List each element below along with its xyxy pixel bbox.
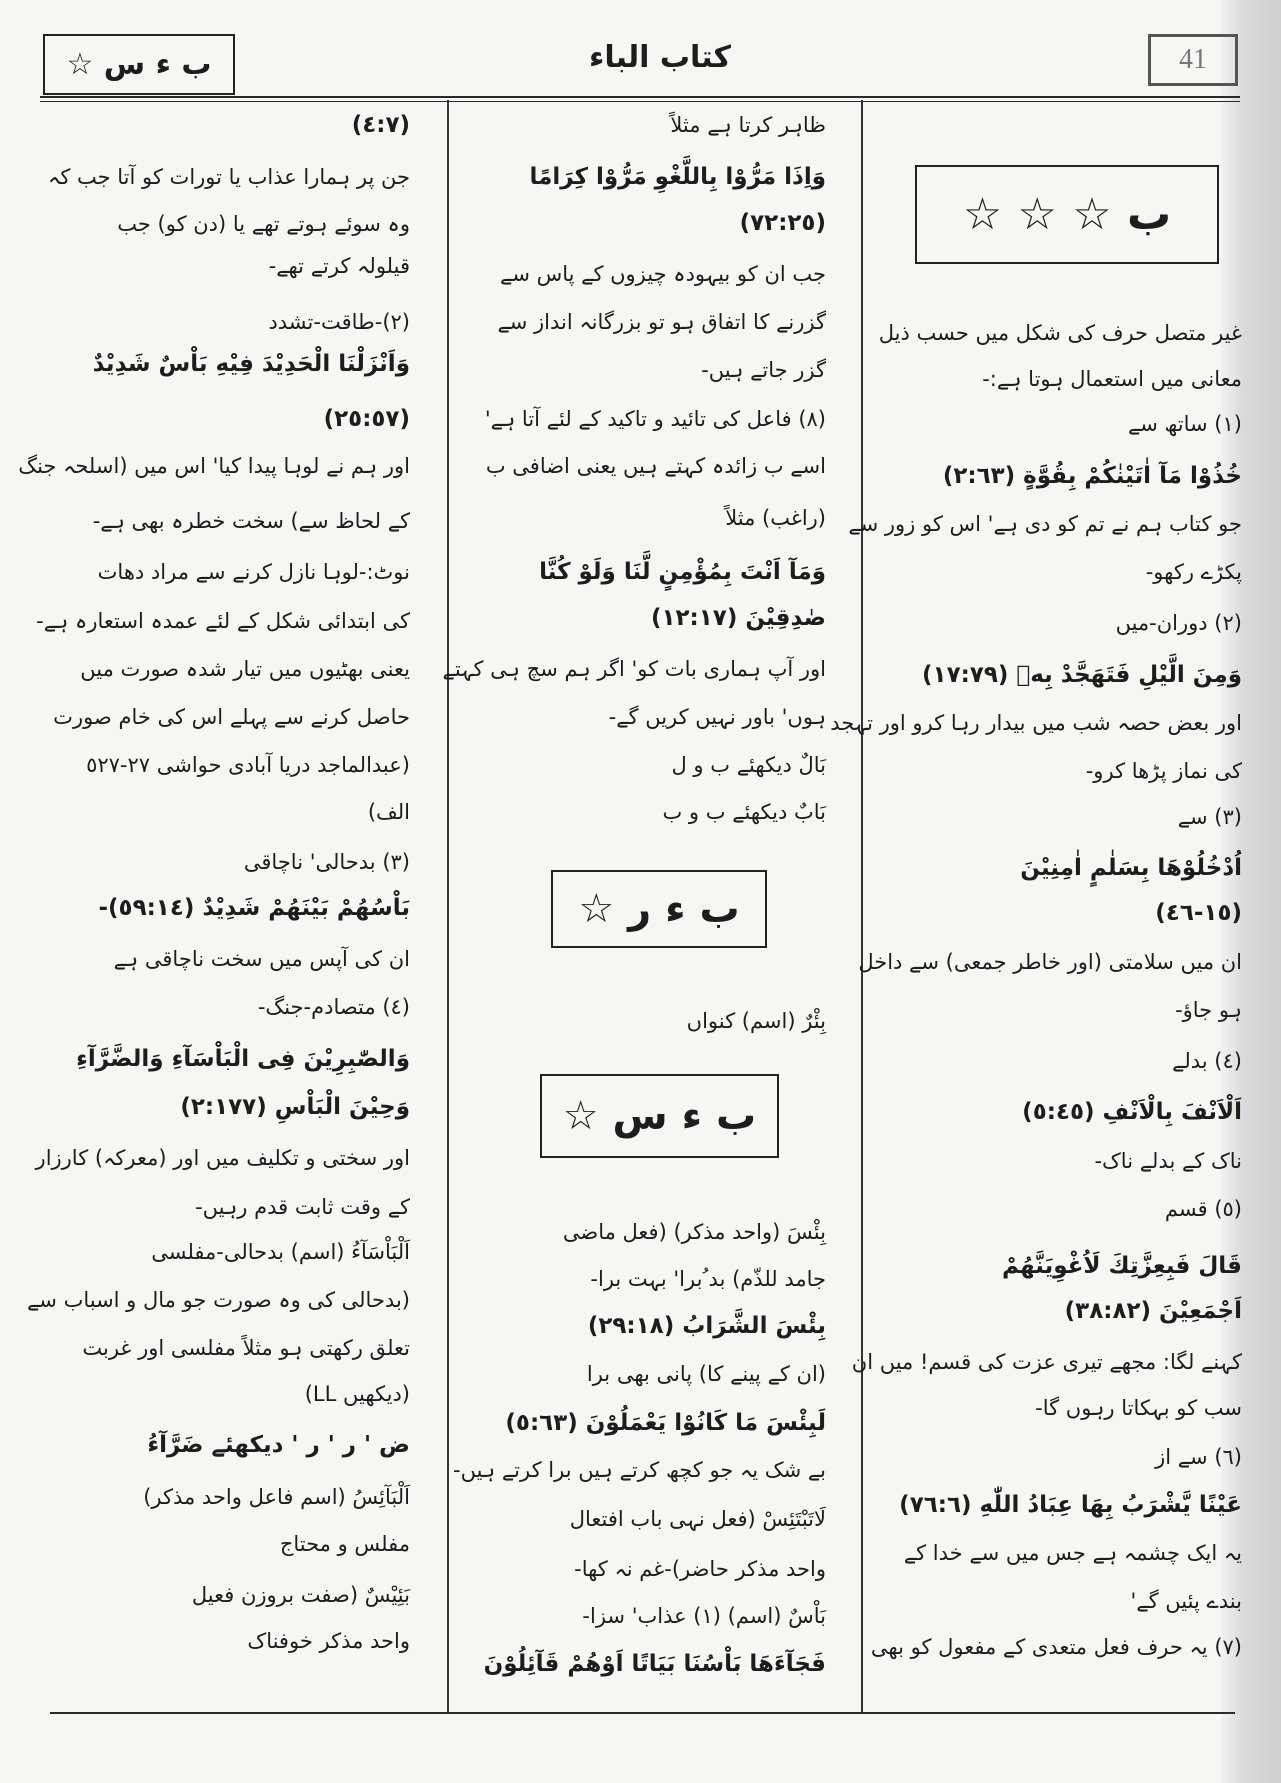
quran-verse-line: اُدْخُلُوْهَا بِسَلٰمٍ اٰمِنِيْنَ: [1020, 854, 1242, 881]
quran-verse-line: اَلْاَنْفَ بِالْاَنْفِ (٥:٤٥): [1022, 1099, 1242, 1126]
root-box-b-hamza-r: ب ء ر ☆: [551, 870, 767, 948]
text-line: پکڑے رکھو-: [1145, 560, 1242, 585]
text-line: بَئِيْسٌ (صفت بروزن فعیل: [191, 1583, 410, 1608]
quran-verse-line: (٢٥:٥٧): [323, 405, 410, 432]
quran-verse-line: فَجَآءَهَا بَاْسُنَا بَيَاتًا اَوْهُمْ قَآئِلُوْنَ: [483, 1650, 826, 1677]
text-line: تعلق رکھتی ہو مثلاً مفلسی اور غربت: [82, 1335, 410, 1360]
quran-verse-line: صٰدِقِيْنَ (١٢:١٧): [650, 604, 826, 631]
text-line: (٦) سے از: [1155, 1444, 1242, 1469]
quran-verse-line: (٧٢:٢٥): [739, 210, 826, 237]
quran-verse-line: لَبِئْسَ مَا كَانُوْا يَعْمَلُوْنَ (٥:٦٣): [505, 1409, 826, 1436]
quran-verse-line: وَحِيْنَ الْبَاْسِ (٢:١٧٧): [180, 1093, 410, 1120]
root-header-box: ب ء س ☆: [43, 34, 235, 95]
text-line: ہوں' باور نہیں کریں گے-: [608, 704, 826, 729]
text-line: بَاْسٌ (اسم) (١) عذاب' سزا-: [582, 1603, 826, 1628]
quran-verse-line: ض ' ر ' ر ' دیکھئے ضَرَّآءُ: [147, 1432, 410, 1459]
section-box-ba: ب ☆ ☆ ☆: [915, 165, 1219, 264]
text-line: جن پر ہمارا عذاب یا تورات کو آتا جب کہ: [48, 164, 410, 189]
text-line: بے شک یہ جو کچھ کرتے ہیں برا کرتے ہیں-: [453, 1458, 826, 1483]
quran-verse-line: خُذُوْا مَآ اٰتَيْنٰكُمْ بِقُوَّةٍ (٢:٦٣): [942, 462, 1242, 489]
text-line: اَلْبَاْسَآءُ (اسم) بدحالی-مفلسی: [151, 1240, 410, 1265]
text-line: یہ ایک چشمہ ہے جس میں سے خدا کے: [903, 1541, 1242, 1566]
root-box-b-hamza-s: ب ء س ☆: [540, 1074, 779, 1158]
text-line: لَاتَبْتَئِسْ (فعل نہی باب افتعال: [569, 1507, 826, 1532]
quran-verse-line: وَالصّٰبِرِيْنَ فِى الْبَاْسَآءِ وَالضَّرَّآءِ: [76, 1045, 410, 1072]
text-line: (عبدالماجد دریا آبادی حواشی ٢٧-٥٢٧: [86, 753, 410, 778]
text-line: اور سختی و تکلیف میں اور (معرکہ) کارزار: [35, 1145, 410, 1170]
quran-verse-line: وَمَآ اَنْتَ بِمُؤْمِنٍ لَّنَا وَلَوْ كُنَّا: [539, 559, 826, 586]
text-line: (٥) قسم: [1164, 1196, 1242, 1221]
quran-verse-line: وَاَنْزَلْنَا الْحَدِيْدَ فِيْهِ بَاْسٌ شَدِيْدٌ: [92, 351, 410, 378]
text-line: قیلولہ کرتے تھے-: [268, 254, 410, 279]
quran-verse-line: اَجْمَعِيْنَ (٣٨:٨٢): [1064, 1298, 1242, 1325]
text-line: اور آپ ہماری بات کو' اگر ہم سچ ہی کہتے: [442, 656, 826, 681]
text-line: الف): [367, 800, 410, 825]
text-line: بِئْرٌ (اسم) کنواں: [686, 1009, 826, 1034]
text-line: واحد مذکر حاضر)-غم نہ کھا-: [574, 1557, 826, 1582]
header-rule-thin: [40, 101, 1240, 102]
text-line: (راغب) مثلاً: [725, 505, 826, 530]
text-line: (٢) دوران-میں: [1115, 611, 1242, 636]
text-line: اور ہم نے لوہا پیدا کیا' اس میں (اسلحہ جنگ: [18, 454, 410, 479]
text-line: مفلس و محتاج: [279, 1532, 410, 1557]
text-line: (١) ساتھ سے: [1127, 412, 1242, 437]
text-line: ناک کے بدلے ناک-: [1094, 1149, 1242, 1174]
text-line: کہنے لگا: مجھے تیری عزت کی قسم! میں ان: [851, 1350, 1242, 1375]
text-line: معانی میں استعمال ہوتا ہے:-: [982, 366, 1242, 391]
header-rule: [40, 96, 1240, 98]
text-line: غیر متصل حرف کی شکل میں حسب ذیل: [878, 321, 1242, 346]
quran-verse-line: وَاِذَا مَرُّوْا بِاللَّغْوِ مَرُّوْا كِرَامًا: [529, 163, 826, 190]
text-line: کے وقت ثابت قدم رہیں-: [195, 1194, 410, 1219]
quran-verse-line: بِئْسَ الشَّرَابُ (٢٩:١٨): [587, 1313, 826, 1340]
quran-verse-line: (٤:٧): [351, 112, 410, 139]
text-line: کی ابتدائی شکل کے لئے عمدہ استعارہ ہے-: [36, 609, 410, 634]
quran-verse-line: (١٥-٤٦): [1155, 900, 1242, 927]
text-line: (٢)-طاقت-تشدد: [268, 310, 410, 335]
text-line: ان میں سلامتی (اور خاطر جمعی) سے داخل: [858, 950, 1242, 975]
quran-verse-line: قَالَ فَبِعِزَّتِكَ لَاُغْوِيَنَّهُمْ: [1002, 1252, 1242, 1279]
text-line: گزرنے کا اتفاق ہو تو بزرگانہ انداز سے: [497, 310, 826, 335]
column-divider-left: [447, 100, 449, 1712]
text-line: (ان کے پینے کا) پانی بھی برا: [586, 1361, 826, 1386]
text-line: (٨) فاعل کی تائید و تاکید کے لئے آتا ہے': [484, 406, 826, 431]
text-line: اسے ب زائدہ کہتے ہیں یعنی اضافی ب: [485, 454, 826, 479]
text-line: اور بعض حصہ شب میں بیدار رہا کرو اور تہجد: [830, 711, 1242, 736]
text-line: اَلْبَآئِسُ (اسم فاعل واحد مذکر): [143, 1484, 410, 1509]
quran-verse-line: بَاْسُهُمْ بَيْنَهُمْ شَدِيْدٌ (٥٩:١٤)-: [98, 894, 410, 921]
text-line: وہ سوئے ہوتے تھے یا (دن کو) جب: [117, 212, 410, 237]
quran-verse-line: عَيْنًا يَّشْرَبُ بِهَا عِبَادُ اللّٰهِ (٧٦:٦): [899, 1491, 1242, 1518]
text-line: بِئْسَ (واحد مذکر) (فعل ماضی: [562, 1219, 826, 1244]
text-line: بَابٌ دیکھئے ب و ب: [662, 800, 826, 825]
page-title: كتاب الباء: [589, 40, 731, 75]
text-line: نوٹ:-لوہا نازل کرنے سے مراد دھات: [97, 560, 410, 585]
text-line: جب ان کو بیہودہ چیزوں کے پاس سے: [500, 262, 826, 287]
text-line: (٧) یہ حرف فعل متعدی کے مفعول کو بھی: [870, 1634, 1242, 1659]
text-line: سب کو بہکاتا رہوں گا-: [1035, 1395, 1242, 1420]
text-line: کے لحاظ سے) سخت خطرہ بھی ہے-: [92, 509, 410, 534]
footer-rule: [50, 1712, 1235, 1714]
text-line: کی نماز پڑھا کرو-: [1085, 759, 1242, 784]
text-line: جامد للذّم) بد ُبرا' بہت برا-: [590, 1267, 826, 1292]
text-line: (٤) متصادم-جنگ-: [257, 994, 410, 1019]
text-line: گزر جاتے ہیں-: [701, 357, 826, 382]
text-line: (دیکھیں LL): [304, 1382, 410, 1407]
text-line: ہو جاؤ-: [1175, 997, 1242, 1022]
text-line: (٣) بدحالی' ناچاقی: [243, 850, 410, 875]
page-number: 41: [1148, 34, 1238, 86]
text-line: حاصل کرنے سے پہلے اس کی خام صورت: [53, 704, 410, 729]
text-line: بَالٌ دیکھئے ب و ل: [671, 753, 826, 778]
quran-verse-line: وَمِنَ الَّيْلِ فَتَهَجَّدْ بِهٖ (١٧:٧٩): [922, 661, 1242, 688]
text-line: واحد مذکر خوفناک: [247, 1628, 410, 1653]
text-line: یعنی بھٹیوں میں تیار شدہ صورت میں: [80, 656, 410, 681]
column-divider-right: [861, 100, 863, 1712]
text-line: ان کی آپس میں سخت ناچاقی ہے: [113, 946, 410, 971]
text-line: جو کتاب ہم نے تم کو دی ہے' اس کو زور سے: [848, 512, 1242, 537]
text-line: بندے پئیں گے': [1130, 1589, 1242, 1614]
text-line: (٣) سے: [1177, 804, 1242, 829]
text-line: (بدحالی کی وہ صورت جو مال و اسباب سے: [27, 1287, 410, 1312]
text-line: (٤) بدلے: [1172, 1049, 1242, 1074]
text-line: ظاہر کرتا ہے مثلاً: [670, 113, 826, 138]
